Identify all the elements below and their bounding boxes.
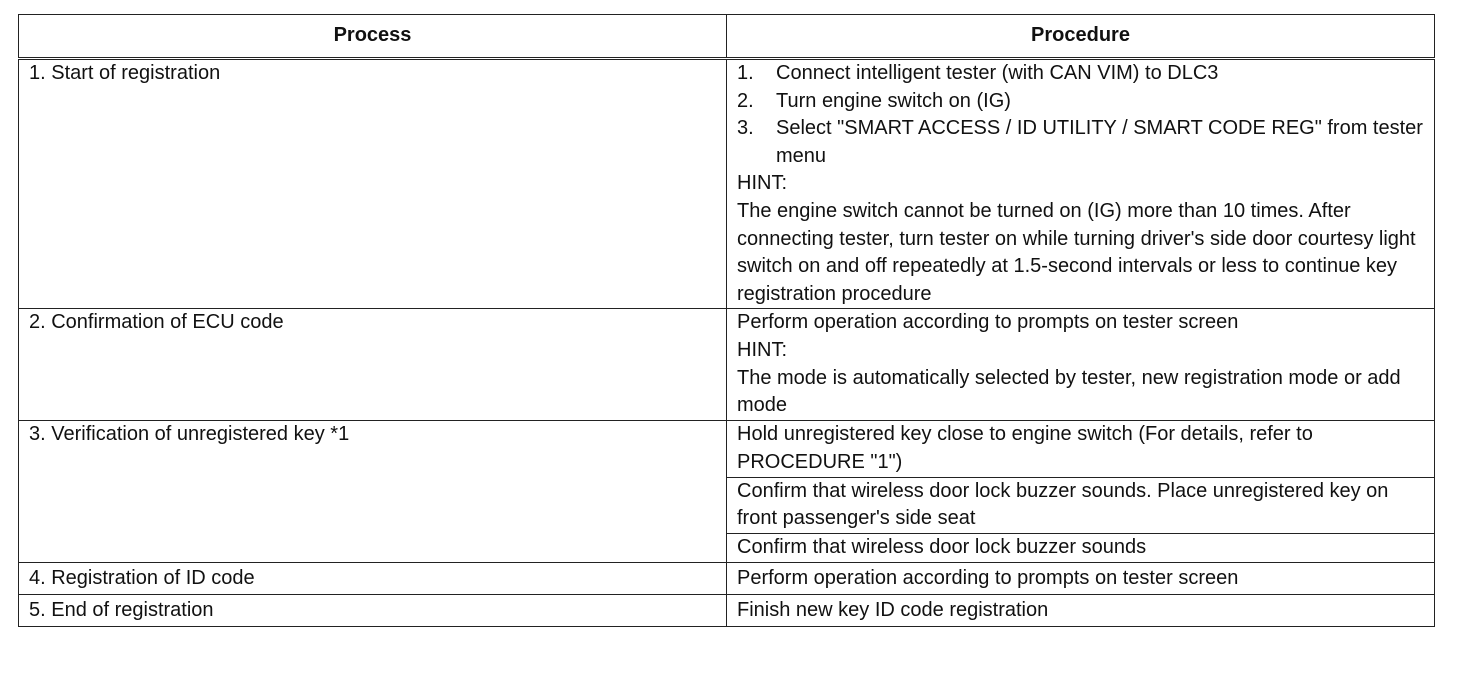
step-item <box>737 115 1424 170</box>
procedure-text: Perform operation according to prompts on tester screen <box>737 311 1239 334</box>
procedure-column-header: Procedure <box>727 15 1435 59</box>
process-column-header: Process <box>19 15 727 59</box>
step-text: Turn engine switch on (IG) <box>776 89 1011 112</box>
process-cell: 4. Registration of ID code <box>19 562 727 594</box>
process-cell: 1. Start of registration <box>19 59 727 309</box>
procedure-cell <box>727 59 1435 309</box>
step-list <box>737 60 1424 170</box>
registration-procedure-table <box>18 14 1435 627</box>
hint-label: HINT: <box>737 338 787 361</box>
procedure-cell: Confirm that wireless door lock buzzer sounds <box>727 533 1435 562</box>
step-number: 3. <box>737 117 754 140</box>
step-item <box>737 88 1424 116</box>
process-cell: 3. Verification of unregistered key *1 <box>19 421 727 562</box>
header-row <box>19 15 1435 59</box>
procedure-cell <box>727 309 1435 421</box>
procedure-cell: Finish new key ID code registration <box>727 594 1435 626</box>
procedure-cell: Hold unregistered key close to engine switch (For details, refer to PROCEDURE "1") <box>727 421 1435 477</box>
process-cell: 2. Confirmation of ECU code <box>19 309 727 421</box>
table-row <box>19 562 1435 594</box>
step-text: Connect intelligent tester (with CAN VIM) to DLC3 <box>776 62 1219 84</box>
table-row <box>19 59 1435 309</box>
step-number: 1. <box>737 62 754 84</box>
hint-text: The engine switch cannot be turned on (IG) more than 10 times. After connecting tester, turn tester on while turning driver's side door courtesy light switch on and off repeatedly at 1.5-second intervals or less to continue key registration procedure <box>737 199 1416 305</box>
process-cell: 5. End of registration <box>19 594 727 626</box>
hint-text: The mode is automatically selected by tester, new registration mode or add mode <box>737 366 1401 417</box>
step-item <box>737 60 1424 88</box>
table-row <box>19 309 1435 421</box>
table-row <box>19 421 1435 477</box>
step-text: Select "SMART ACCESS / ID UTILITY / SMART CODE REG" from tester menu <box>776 117 1423 167</box>
procedure-cell: Perform operation according to prompts on tester screen <box>727 562 1435 594</box>
step-number: 2. <box>737 89 754 112</box>
hint-label: HINT: <box>737 172 787 195</box>
table-row <box>19 594 1435 626</box>
procedure-cell: Confirm that wireless door lock buzzer sounds. Place unregistered key on front passenger's side seat <box>727 477 1435 533</box>
